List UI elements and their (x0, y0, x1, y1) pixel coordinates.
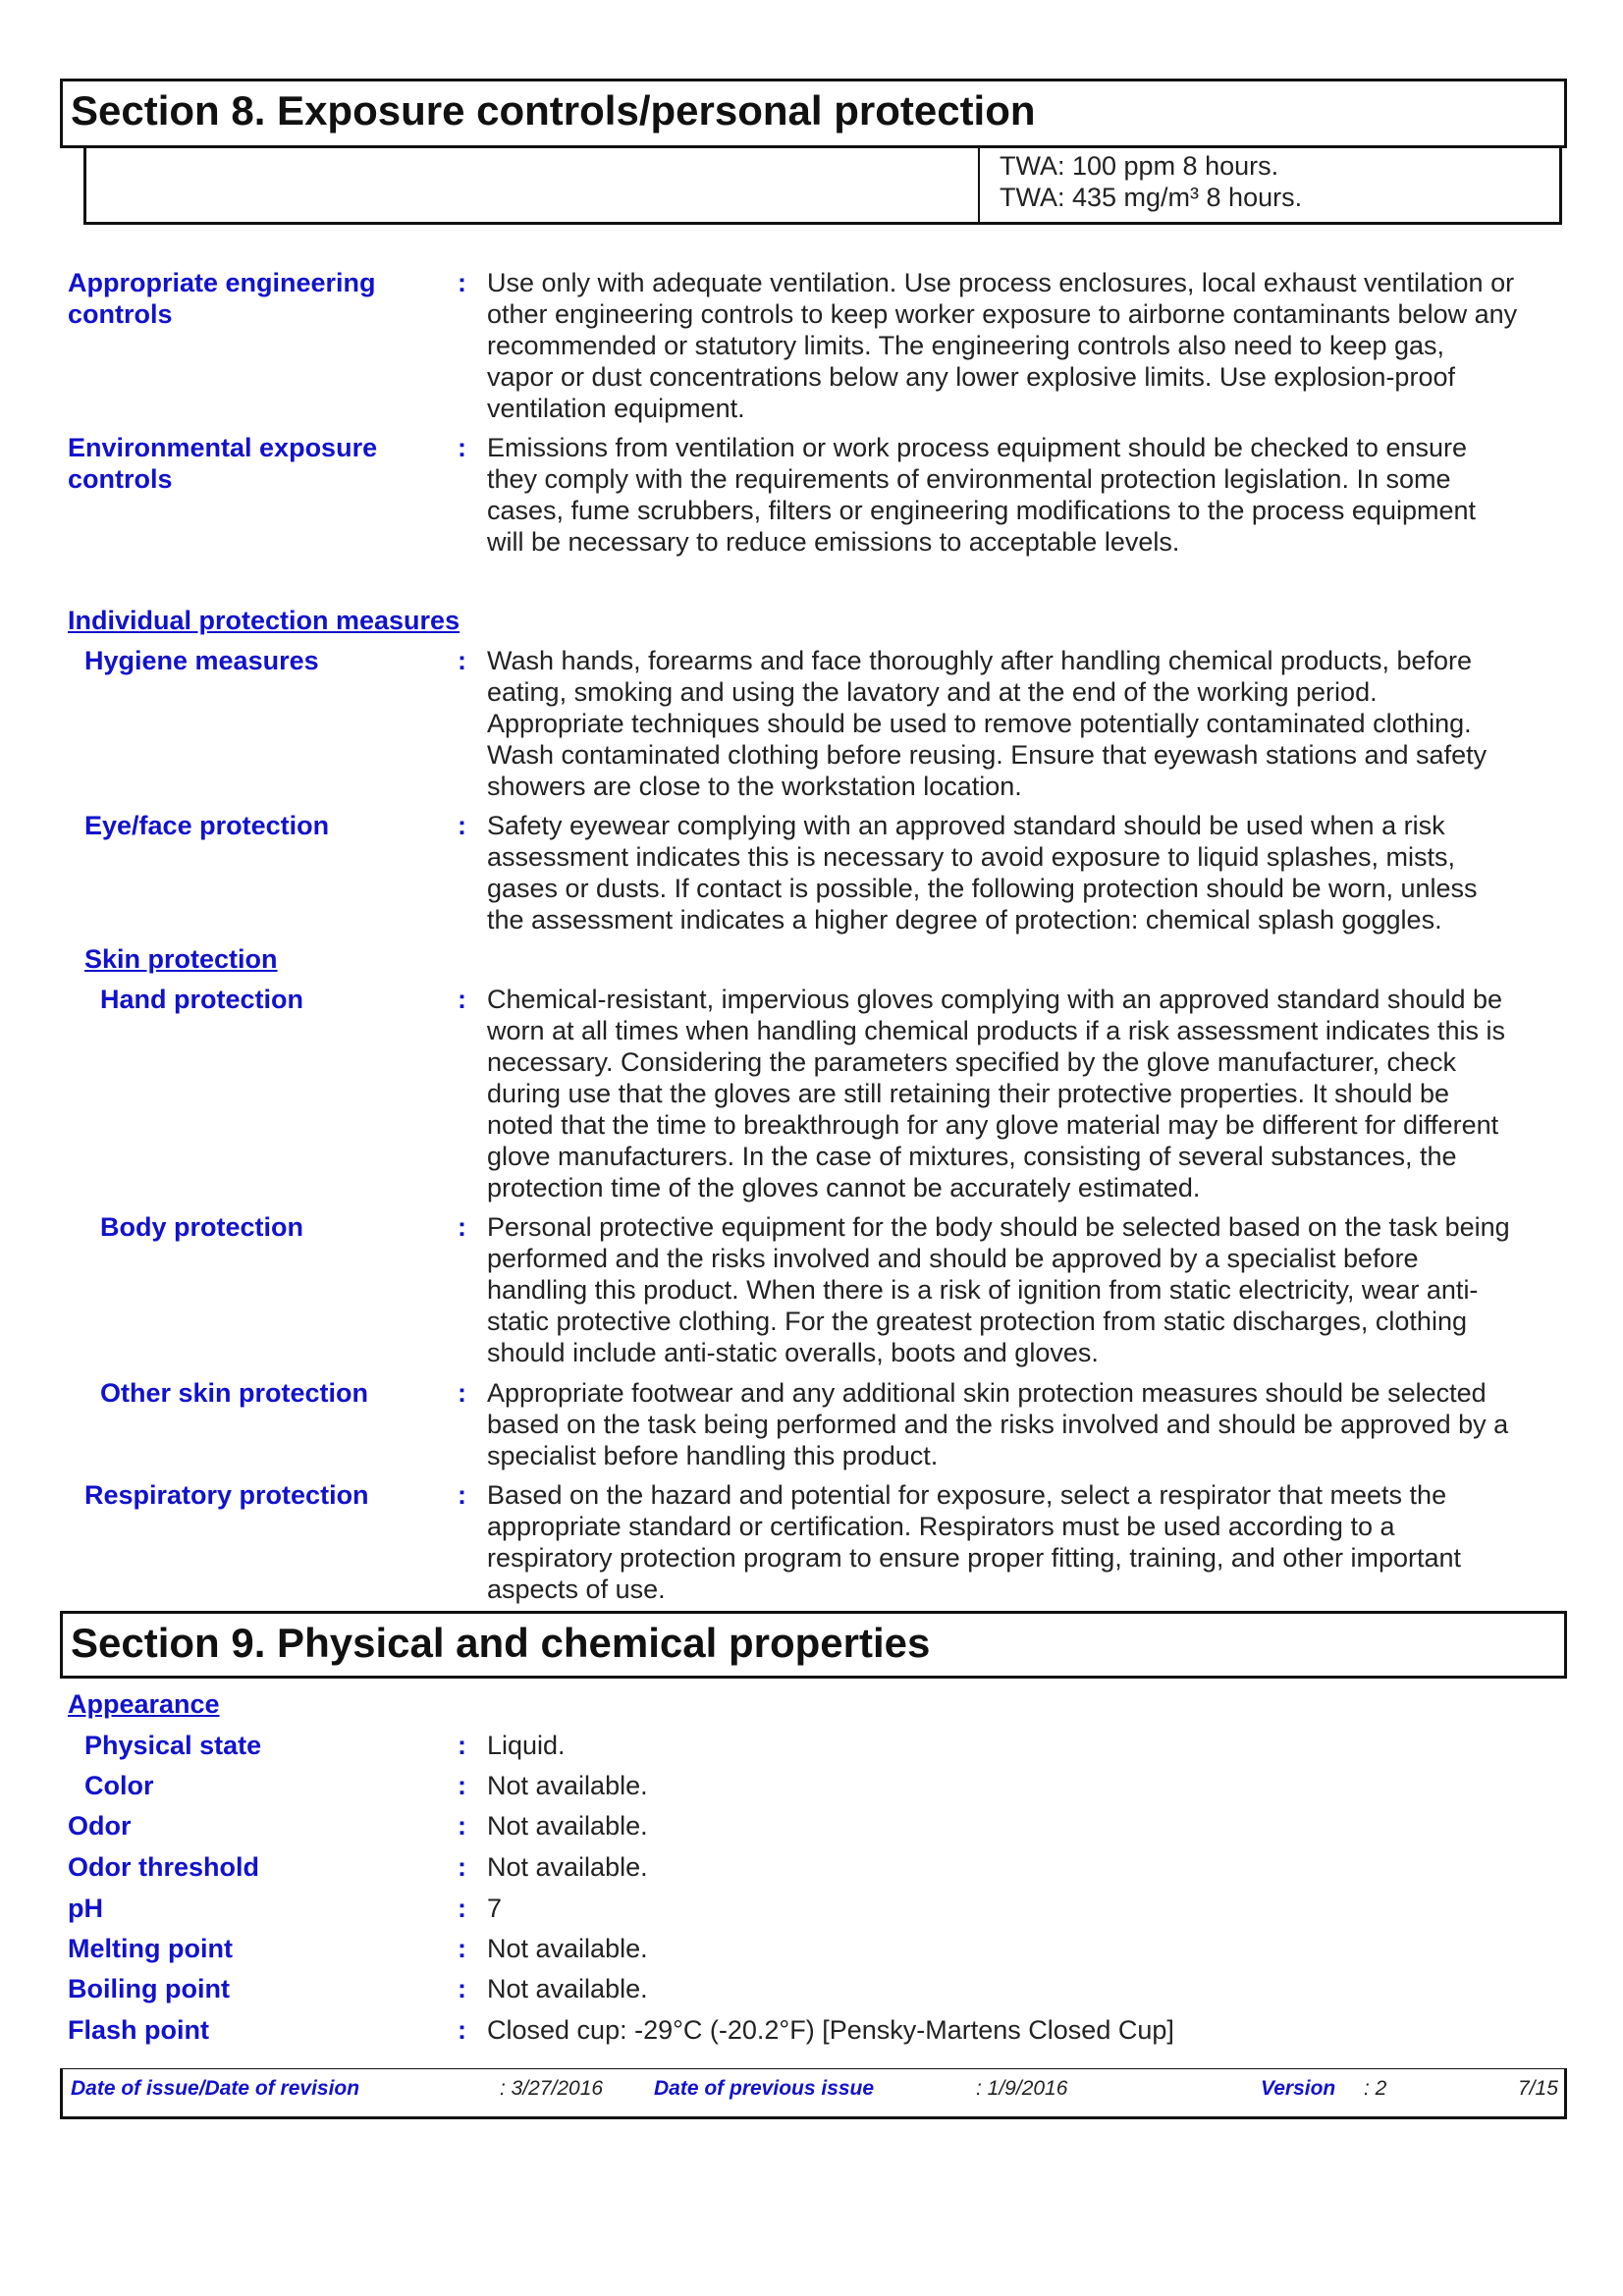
exposure-limits-table-tail (83, 146, 1562, 225)
environmental-controls-value: Emissions from ventilation or work process equipment should be checked to ensure they comply with the requirements of environmental protection legislation. In some cases, fume scrubbers, filters or engineering modifications to the process equipment will be necessary to reduce emissions to acceptable levels. (487, 433, 1477, 557)
colon: : (458, 1771, 466, 1800)
issue-date-value: : 3/27/2016 (500, 2077, 604, 2100)
eye-face-protection-value: Safety eyewear complying with an approved standard should be used when a risk assessment indicates this is necessary to avoid exposure to liquid splashes, mists, gases or dusts. If contact is possible, the following protection should be worn, unless the assessment indicates a higher degree of protection: chemical splash goggles. (487, 811, 1478, 934)
engineering-controls-label: Appropriate engineering controls (68, 268, 376, 329)
colon: : (458, 2015, 466, 2045)
section-9-header (60, 1611, 1567, 1679)
colon: : (458, 646, 466, 675)
hand-protection-label: Hand protection (100, 985, 303, 1014)
respiratory-protection-label: Respiratory protection (84, 1480, 369, 1510)
property-value: Not available. (487, 1934, 648, 1963)
property-value: Not available. (487, 1974, 648, 2003)
colon: : (458, 1480, 466, 1510)
hand-protection-value: Chemical-resistant, impervious gloves complying with an approved standard should be worn at all times when handling chemical products if a risk assessment indicates this is necessary. Considering the parameters specified by the glove manufacturer, check during use that the gloves are still retaining their protective properties. It should be noted that the time to breakthrough for any glove material may be different for different glove manufacturers. In the case of mixtures, consisting of several substances, the protection time of the gloves cannot be accurately estimated. (487, 985, 1505, 1202)
colon: : (458, 1212, 466, 1242)
property-label: Odor (68, 1811, 132, 1841)
property-value: Not available. (487, 1852, 648, 1882)
colon: : (458, 1811, 466, 1841)
colon: : (458, 1731, 466, 1760)
property-label: Flash point (68, 2015, 209, 2045)
skin-protection-heading: Skin protection (84, 944, 278, 974)
eye-face-protection-label: Eye/face protection (84, 811, 330, 840)
hygiene-measures-value: Wash hands, forearms and face thoroughly after handling chemical products, before eating, smoking and using the lavatory and at the end of the working period. Appropriate techniques should be used to remove potentially contaminated clothing. Wash contaminated clothing before reusing. Ensure that eyewash stations and safety showers are close to the workstation location. (487, 646, 1488, 801)
colon: : (458, 811, 466, 840)
version-value: : 2 (1364, 2077, 1387, 2100)
colon: : (458, 1974, 466, 2003)
version-label: Version (1261, 2077, 1336, 2100)
property-label: Color (84, 1771, 154, 1800)
previous-issue-label: Date of previous issue (654, 2077, 875, 2100)
property-label: Melting point (68, 1934, 233, 1963)
issue-date-label: Date of issue/Date of revision (71, 2077, 360, 2100)
body-protection-value: Personal protective equipment for the body should be selected based on the task being performed and the risks involved and should be approved by a specialist before handling this product. When there is a risk of ignition from static electricity, wear anti- static protective clothing. For the greatest protection from static discharges, clothing should include anti-static overalls, boots and gloves. (487, 1212, 1510, 1367)
twa-values (1000, 150, 1302, 213)
colon: : (458, 1934, 466, 1963)
colon: : (458, 1378, 466, 1408)
colon: : (458, 985, 466, 1014)
property-label: Boiling point (68, 1974, 230, 2003)
property-label: Odor threshold (68, 1852, 259, 1882)
environmental-controls-label: Environmental exposure controls (68, 433, 378, 494)
previous-issue-value: : 1/9/2016 (976, 2077, 1068, 2100)
property-value: Not available. (487, 1811, 648, 1841)
property-value: Closed cup: -29°C (-20.2°F) [Pensky-Martens Closed Cup] (487, 2015, 1174, 2045)
other-skin-protection-value: Appropriate footwear and any additional skin protection measures should be selected based on the task being performed and the risks involved and should be approved by a specialist before handling this product. (487, 1378, 1509, 1470)
property-value: 7 (487, 1894, 503, 1923)
colon: : (458, 1852, 466, 1882)
table-divider (978, 146, 980, 222)
page-number: 7/15 (1518, 2077, 1558, 2100)
section-8-title: Section 8. Exposure controls/personal protection (71, 87, 1036, 133)
colon: : (458, 268, 466, 297)
appearance-heading: Appearance (68, 1689, 220, 1719)
twa-line: TWA: 435 mg/m³ 8 hours. (1000, 183, 1303, 212)
section-8-header (60, 79, 1567, 148)
individual-protection-heading: Individual protection measures (68, 606, 460, 635)
property-value: Not available. (487, 1771, 648, 1800)
twa-line: TWA: 100 ppm 8 hours. (1000, 151, 1279, 181)
body-protection-label: Body protection (100, 1212, 303, 1242)
property-label: pH (68, 1894, 103, 1923)
hygiene-measures-label: Hygiene measures (84, 646, 319, 675)
section-9-title: Section 9. Physical and chemical properties (71, 1620, 931, 1666)
property-value: Liquid. (487, 1731, 566, 1760)
page-footer (60, 2068, 1567, 2119)
other-skin-protection-label: Other skin protection (100, 1378, 369, 1408)
respiratory-protection-value: Based on the hazard and potential for exposure, select a respirator that meets the appropriate standard or certification. Respirators must be used according to a respiratory protection program to ensure proper fitting, training, and other important aspects of use. (487, 1480, 1462, 1604)
engineering-controls-value: Use only with adequate ventilation. Use process enclosures, local exhaust ventilation or other engineering controls to keep worker exposure to airborne contaminants below any recommended or statutory limits. The engineering controls also need to keep gas, vapor or dust concentrations below any lower explosive limits. Use explosion-proof ventilation equipment. (487, 268, 1518, 423)
colon: : (458, 1894, 466, 1923)
property-label: Physical state (84, 1731, 262, 1760)
colon: : (458, 433, 466, 462)
